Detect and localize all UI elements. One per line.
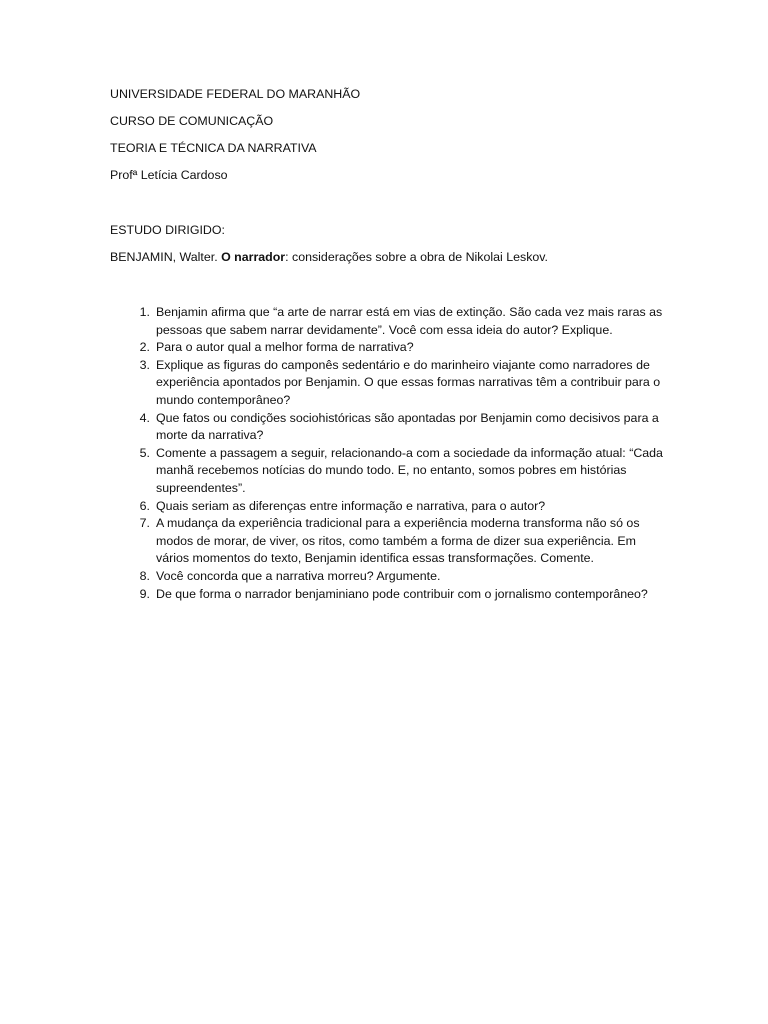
question-number: 9. [139, 586, 150, 601]
question-text: Para o autor qual a melhor forma de narrativa? [156, 340, 414, 355]
reference-title: O narrador [221, 250, 286, 264]
reference-author: BENJAMIN, Walter. [110, 250, 222, 264]
question-item [110, 410, 670, 445]
subject-name: TEORIA E TÉCNICA DA NARRATIVA [110, 141, 317, 155]
question-number: 3. [139, 357, 150, 372]
question-number: 1. [139, 305, 150, 319]
question-text: Que fatos ou condições sociohistóricas são apontadas por Benjamin como decisivos para a morte da narrativa? [156, 410, 659, 443]
question-item [110, 586, 670, 604]
question-item [110, 498, 670, 516]
question-item [110, 304, 670, 339]
question-text: Comente a passagem a seguir, relacionando-a com a sociedade da informação atual: “Cada manhã recebemos notícias do mundo todo. E, no entanto, somos pobres em histórias supreendentes”. [156, 445, 663, 495]
question-number: 6. [139, 498, 150, 513]
question-number: 7. [139, 516, 150, 531]
question-text: De que forma o narrador benjaminiano pode contribuir com o jornalismo contemporâneo? [156, 586, 648, 601]
assignment-title: ESTUDO DIRIGIDO: [110, 223, 225, 237]
course-name: CURSO DE COMUNICAÇÃO [110, 114, 274, 128]
question-item [110, 357, 670, 410]
bibliographic-reference [110, 249, 548, 266]
reference-rest: : considerações sobre a obra de Nikolai Leskov. [285, 250, 548, 264]
question-number: 4. [139, 410, 150, 425]
question-text: Quais seriam as diferenças entre informação e narrativa, para o autor? [156, 498, 546, 513]
question-number: 5. [139, 445, 150, 460]
question-item [110, 445, 670, 498]
institution-name: UNIVERSIDADE FEDERAL DO MARANHÃO [110, 87, 361, 101]
question-text: A mudança da experiência tradicional para a experiência moderna transforma não só os modos de morar, de viver, os ritos, como também a forma de dizer sua experiência. Em vários momentos do texto, Benjamin identifica essas transformações. Comente. [156, 516, 640, 566]
question-item [110, 568, 670, 586]
question-number: 8. [139, 568, 150, 583]
question-text: Benjamin afirma que “a arte de narrar está em vias de extinção. São cada vez mais raras as pessoas que sabem narrar devidamente”. Você com essa ideia do autor? Explique. [156, 305, 663, 337]
question-list [110, 304, 670, 603]
question-text: Explique as figuras do camponês sedentário e do marinheiro viajante como narradores de experiência apontados por Benjamin. O que essas formas narrativas têm a contribuir para o mundo contemporâneo? [156, 357, 661, 407]
question-item [110, 339, 670, 357]
professor-name: Profª Letícia Cardoso [110, 168, 228, 182]
question-item [110, 515, 670, 568]
question-number: 2. [139, 340, 150, 355]
question-text: Você concorda que a narrativa morreu? Argumente. [156, 568, 441, 583]
